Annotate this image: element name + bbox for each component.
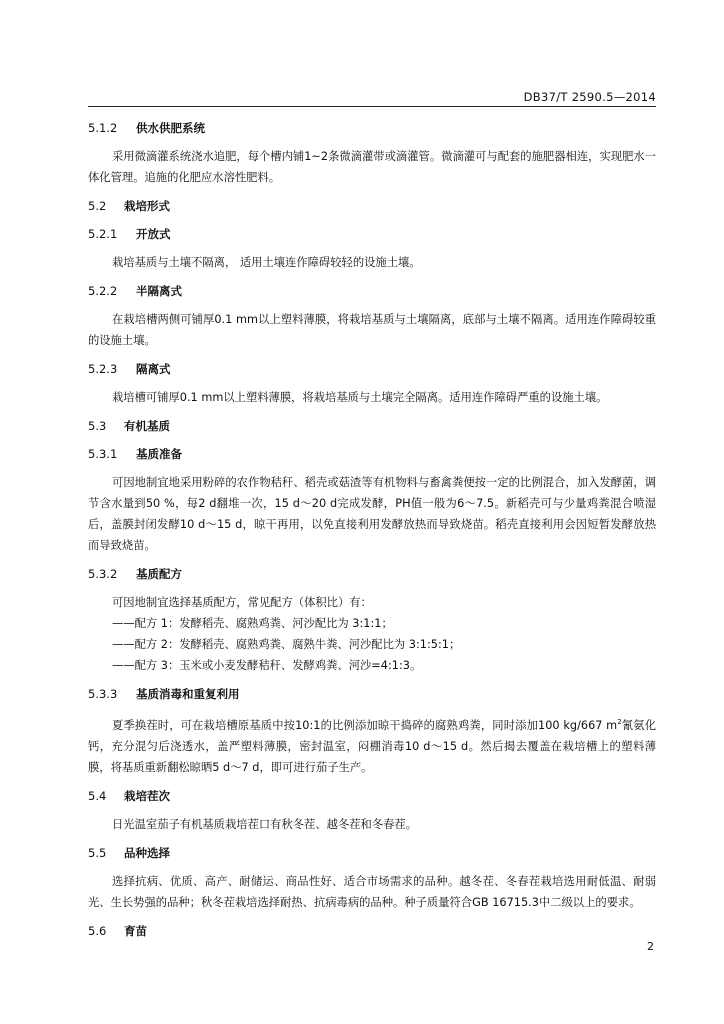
header-rule [88,106,656,107]
paragraph: 采用微滴灌系统浇水追肥，每个槽内铺1~2条微滴灌带或滴灌管。微滴灌可与配套的施肥器相连，实现肥水一体化管理。追施的化肥应水溶性肥料。 [88,150,656,184]
section-number: 5.1.2 [88,121,118,135]
section-number: 5.6 [88,923,107,938]
section-heading-5-2-1 [88,224,656,244]
list-item: ——配方 3：玉米或小麦发酵秸秆、发酵鸡粪、河沙=4:1:3。 [112,659,422,672]
paragraph: 日光温室茄子有机基质栽培茬口有秋冬茬、越冬茬和冬春茬。 [112,817,418,831]
section-number: 5.4 [88,788,107,803]
section-heading-5-3-2 [88,564,656,584]
paragraph-text-part: 氰氨化钙，充分混匀后浇透水，盖严塑料薄膜，密封温室，闷棚消毒10 d～15 d。然后揭去覆盖在栽培槽上的塑料薄膜，将基质重新翻松晾晒5 d～7 d，即可进行茄子生产。 [88,718,656,774]
document-code: DB37/T 2590.5—2014 [523,90,656,104]
section-number: 5.3.3 [88,687,118,701]
section-title: 育苗 [124,923,148,938]
page-content [88,115,656,949]
section-title: 品种选择 [124,845,171,860]
superscript: 2 [617,718,622,726]
section-number: 5.2.1 [88,227,118,241]
section-title: 基质配方 [136,567,183,581]
section-number: 5.2.3 [88,362,118,376]
section-title: 开放式 [136,227,171,241]
section-title: 基质准备 [136,447,183,461]
section-number: 5.3 [88,419,107,433]
section-number: 5.2 [88,199,107,213]
paragraph: 选择抗病、优质、高产、耐储运、商品性好、适合市场需求的品种。越冬茬、冬春茬栽培选用耐低温、耐弱光、生长势强的品种；秋冬茬栽培选择耐热、抗病毒病的品种。种子质量符合GB 16715.3中二级以上的要求。 [88,874,656,909]
section-number: 5.5 [88,845,107,860]
paragraph: 栽培基质与土壤不隔离， 适用土壤连作障碍较轻的设施土壤。 [112,256,421,269]
paragraph: 栽培槽可铺厚0.1 mm以上塑料薄膜，将栽培基质与土壤完全隔离。适用连作障碍严重的设施土壤。 [112,391,608,404]
section-title: 隔离式 [136,362,171,376]
paragraph: 可因地制宜选择基质配方，常见配方（体积比）有： [112,596,372,609]
list-item: ——配方 2：发酵稻壳、腐熟鸡粪、腐熟牛粪、河沙配比为 3:1:5:1； [112,638,461,651]
section-title: 供水供肥系统 [136,121,206,135]
section-title: 栽培形式 [124,199,171,213]
section-heading-5-5 [88,843,656,863]
section-heading-5-1-2 [88,118,656,138]
section-title: 基质消毒和重复利用 [136,687,240,701]
list-item: ——配方 1：发酵稻壳、腐熟鸡粪、河沙配比为 3:1:1； [112,617,393,630]
paragraph: 可因地制宜地采用粉碎的农作物秸秆、稻壳或菇渣等有机物料与畜禽粪便按一定的比例混合，加入发酵菌，调节含水量到50 %，每2 d翻堆一次，15 d～20 d完成发酵，PH值一般为6～7.5。新稻壳可与少量鸡粪混合喷湿后，盖膜封闭发酵10 d～15 d，晾干再用，以免直接利用发酵放热而导致烧苗。稻壳直接利用会因短暂发酵放热而导致烧苗。 [88,476,656,552]
section-heading-5-2-2 [88,281,656,301]
section-heading-5-3-3 [88,684,656,704]
page-number: 2 [647,940,654,953]
section-number: 5.3.2 [88,567,118,581]
section-heading-5-3 [88,416,656,436]
section-heading-5-4 [88,786,656,806]
paragraph: 在栽培槽两侧可铺厚0.1 mm以上塑料薄膜，将栽培基质与土壤隔离，底部与土壤不隔离。适用连作障碍较重的设施土壤。 [88,313,656,347]
section-heading-5-2 [88,196,656,216]
paragraph-text-part: 夏季换茬时，可在栽培槽原基质中按10:1的比例添加晾干捣碎的腐熟鸡粪，同时添加100 kg/667 m [112,718,618,732]
section-number: 5.3.1 [88,447,118,461]
section-heading-5-3-1 [88,444,656,464]
paragraph [88,712,656,778]
section-title: 栽培茬次 [124,788,171,803]
section-heading-5-2-3 [88,359,656,379]
section-title: 有机基质 [124,419,171,433]
section-heading-5-6 [88,921,656,941]
section-number: 5.2.2 [88,284,118,298]
section-title: 半隔离式 [136,284,183,298]
